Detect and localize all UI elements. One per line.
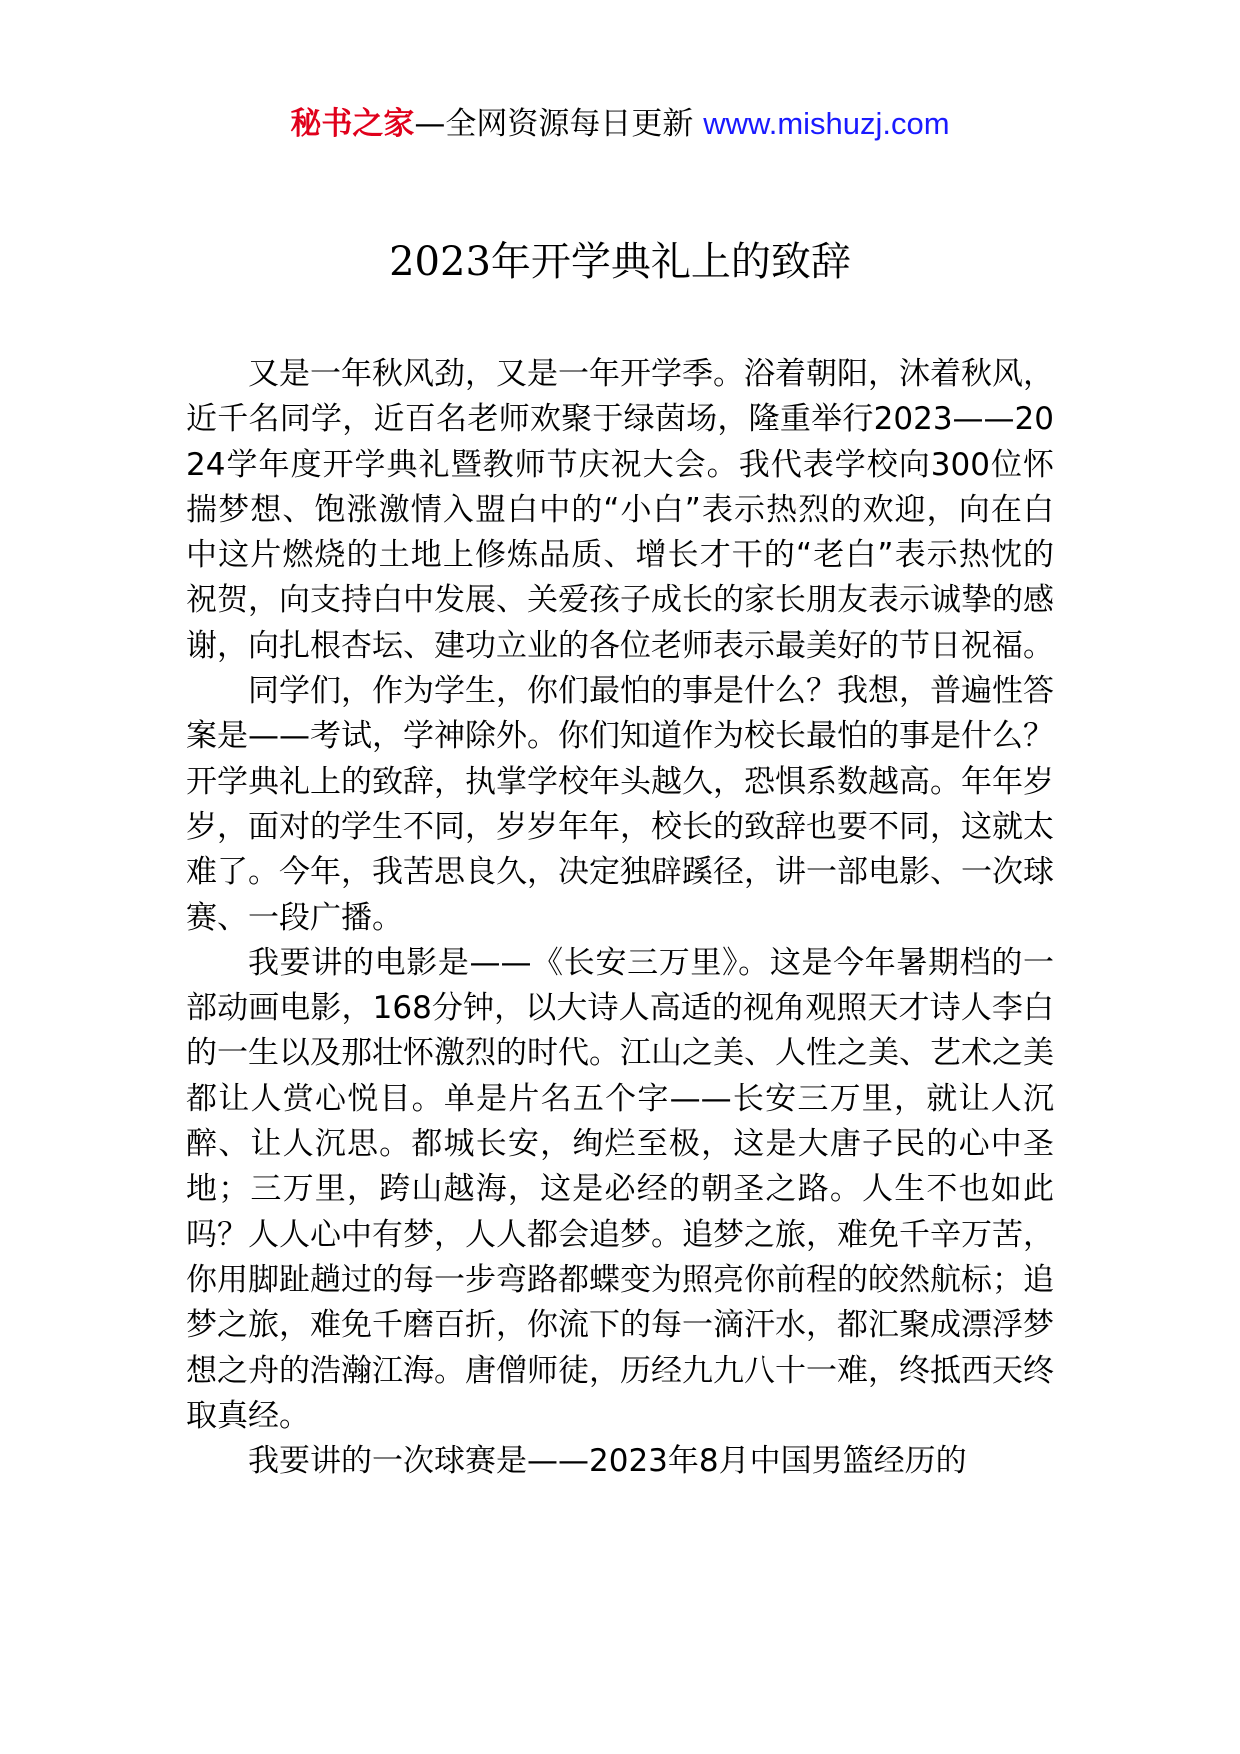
site-header [0,100,1240,148]
site-url-link[interactable]: www.mishuzj.com [703,106,950,141]
document-title: 2023年开学典礼上的致辞 [389,239,851,285]
paragraph: 我要讲的一次球赛是——2023年8月中国男篮经历的 [248,1443,967,1480]
document-body [186,352,1054,1484]
site-slogan: —全网资源每日更新 [414,106,704,142]
paragraph: 我要讲的电影是——《长安三万里》。这是今年暑期档的一部动画电影，168分钟，以大诗人高适的视角观照天才诗人李白的一生以及那壮怀激烈的时代。江山之美、人性之美、艺术之美都让人赏心悦目。单是片名五个字——长安三万里，就让人沉醉、让人沉思。都城长安，绚烂至极，这是大唐子民的心中圣地；三万里，跨山越海，这是必经的朝圣之路。人生不也如此吗？人人心中有梦，人人都会追梦。追梦之旅，难免千辛万苦，你用脚趾趟过的每一步弯路都蝶变为照亮你前程的皎然航标；追梦之旅，难免千磨百折，你流下的每一滴汗水，都汇聚成漂浮梦想之舟的浩瀚江海。唐僧师徒，历经九九八十一难，终抵西天终取真经。 [186,944,1054,1434]
site-brand: 秘书之家 [290,106,415,142]
paragraph: 同学们，作为学生，你们最怕的事是什么？我想，普遍性答案是——考试，学神除外。你们知道作为校长最怕的事是什么？开学典礼上的致辞，执掌学校年头越久，恐惧系数越高。年年岁岁，面对的学生不同，岁岁年年，校长的致辞也要不同，这就太难了。今年，我苦思良久，决定独辟蹊径，讲一部电影、一次球赛、一段广播。 [186,673,1054,936]
paragraph: 又是一年秋风劲，又是一年开学季。浴着朝阳，沐着秋风，近千名同学，近百名老师欢聚于绿茵场，隆重举行2023——2024学年度开学典礼暨教师节庆祝大会。我代表学校向300位怀揣梦想、饱涨激情入盟白中的“小白”表示热烈的欢迎，向在白中这片燃烧的土地上修炼品质、增长才干的“老白”表示热忱的祝贺，向支持白中发展、关爱孩子成长的家长朋友表示诚挚的感谢，向扎根杏坛、建功立业的各位老师表示最美好的节日祝福。 [186,356,1054,664]
